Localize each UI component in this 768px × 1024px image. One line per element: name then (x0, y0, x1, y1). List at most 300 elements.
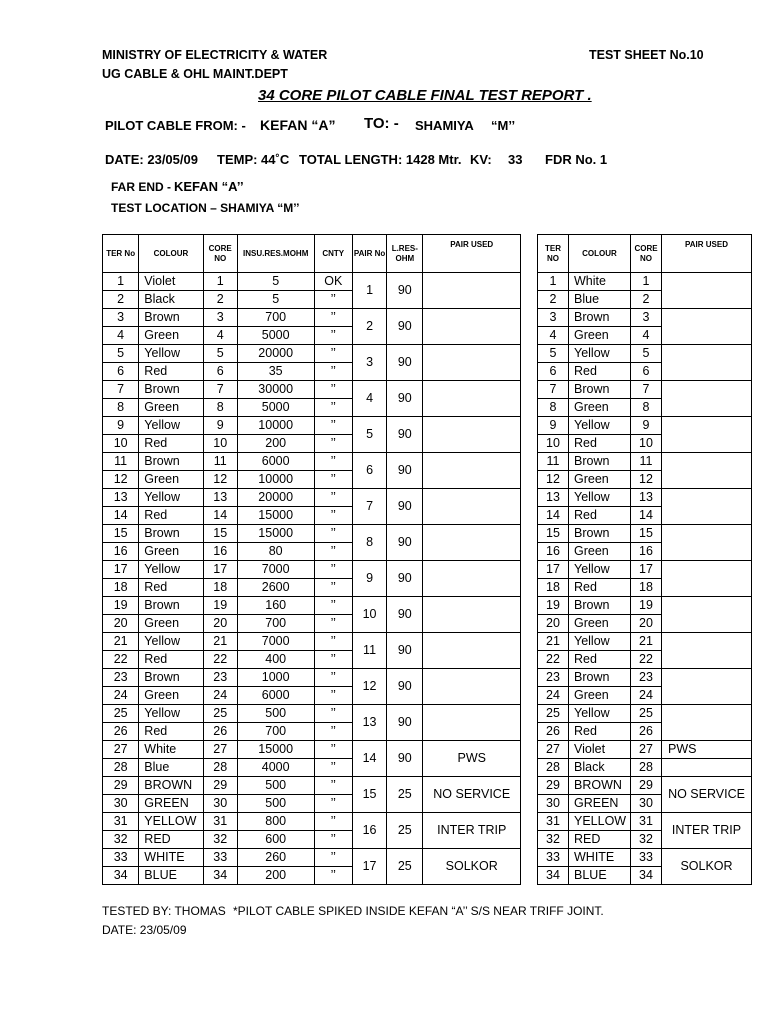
core-no-cell: 32 (631, 831, 662, 849)
continuity-cell: ’’ (314, 309, 352, 327)
colour-cell: Brown (569, 381, 631, 399)
colour-cell: Green (569, 399, 631, 417)
pair-used-cell (662, 669, 752, 705)
ter-no-cell: 2 (538, 291, 569, 309)
cable-to-value: SHAMIYA (415, 118, 474, 133)
loop-resistance-cell: 90 (387, 381, 423, 417)
table-row (103, 417, 521, 435)
right-test-table (537, 234, 752, 885)
core-no-cell: 17 (631, 561, 662, 579)
insulation-resistance-cell: 400 (237, 651, 314, 669)
core-no-cell: 26 (203, 723, 237, 741)
feeder-number: FDR No. 1 (545, 152, 608, 167)
colour-cell: Blue (569, 291, 631, 309)
column-header: CNTY (314, 235, 352, 273)
insulation-resistance-cell: 80 (237, 543, 314, 561)
pair-no-cell: 7 (352, 489, 386, 525)
continuity-cell: ’’ (314, 759, 352, 777)
colour-cell: Brown (569, 669, 631, 687)
core-no-cell: 28 (631, 759, 662, 777)
colour-cell: Red (569, 651, 631, 669)
core-no-cell: 23 (631, 669, 662, 687)
core-no-cell: 21 (631, 633, 662, 651)
core-no-cell: 20 (631, 615, 662, 633)
ter-no-cell: 14 (538, 507, 569, 525)
ter-no-cell: 6 (538, 363, 569, 381)
insulation-resistance-cell: 20000 (237, 345, 314, 363)
pair-no-cell: 15 (352, 777, 386, 813)
ter-no-cell: 19 (538, 597, 569, 615)
pair-used-cell (423, 309, 521, 345)
core-no-cell: 12 (631, 471, 662, 489)
core-no-cell: 15 (203, 525, 237, 543)
ter-no-cell: 8 (103, 399, 139, 417)
insulation-resistance-cell: 800 (237, 813, 314, 831)
column-header: CORE NO (203, 235, 237, 273)
core-no-cell: 11 (631, 453, 662, 471)
colour-cell: Green (569, 543, 631, 561)
continuity-cell: ’’ (314, 381, 352, 399)
ter-no-cell: 22 (103, 651, 139, 669)
colour-cell: Brown (569, 525, 631, 543)
table-row (103, 561, 521, 579)
core-no-cell: 13 (631, 489, 662, 507)
colour-cell: Red (569, 435, 631, 453)
far-end-label: FAR END - (111, 180, 171, 194)
ter-no-cell: 1 (538, 273, 569, 291)
pair-used-cell: INTER TRIP (662, 813, 752, 849)
ter-no-cell: 8 (538, 399, 569, 417)
ter-no-cell: 32 (103, 831, 139, 849)
table-header-row (103, 235, 521, 273)
colour-cell: Red (569, 723, 631, 741)
pair-used-cell: NO SERVICE (662, 777, 752, 813)
ter-no-cell: 18 (538, 579, 569, 597)
pair-used-cell (423, 273, 521, 309)
continuity-cell: ’’ (314, 291, 352, 309)
continuity-cell: ’’ (314, 741, 352, 759)
insulation-resistance-cell: 1000 (237, 669, 314, 687)
loop-resistance-cell: 25 (387, 813, 423, 849)
continuity-cell: ’’ (314, 399, 352, 417)
core-no-cell: 9 (631, 417, 662, 435)
loop-resistance-cell: 90 (387, 417, 423, 453)
colour-cell: Red (569, 363, 631, 381)
column-header: TER No (103, 235, 139, 273)
ter-no-cell: 15 (103, 525, 139, 543)
ter-no-cell: 28 (538, 759, 569, 777)
pair-used-cell (662, 633, 752, 669)
table-row (103, 489, 521, 507)
core-no-cell: 6 (203, 363, 237, 381)
loop-resistance-cell: 90 (387, 597, 423, 633)
cable-to-suffix: “M’’ (491, 118, 516, 133)
colour-cell: Brown (569, 597, 631, 615)
core-no-cell: 4 (631, 327, 662, 345)
ter-no-cell: 34 (538, 867, 569, 885)
table-row (538, 741, 752, 759)
table-row (538, 381, 752, 399)
colour-cell: Violet (569, 741, 631, 759)
insulation-resistance-cell: 6000 (237, 687, 314, 705)
pair-no-cell: 4 (352, 381, 386, 417)
ter-no-cell: 18 (103, 579, 139, 597)
pair-no-cell: 3 (352, 345, 386, 381)
colour-cell: Violet (139, 273, 203, 291)
core-no-cell: 16 (631, 543, 662, 561)
continuity-cell: ’’ (314, 867, 352, 885)
kv-label: KV: (470, 152, 492, 167)
colour-cell: Yellow (569, 561, 631, 579)
continuity-cell: ’’ (314, 453, 352, 471)
continuity-cell: ’’ (314, 795, 352, 813)
continuity-cell: OK (314, 273, 352, 291)
continuity-cell: ’’ (314, 507, 352, 525)
ter-no-cell: 23 (103, 669, 139, 687)
pair-no-cell: 16 (352, 813, 386, 849)
insulation-resistance-cell: 160 (237, 597, 314, 615)
ministry-name: MINISTRY OF ELECTRICITY & WATER (102, 48, 328, 62)
table-row (538, 759, 752, 777)
table-row (538, 489, 752, 507)
core-no-cell: 18 (203, 579, 237, 597)
insulation-resistance-cell: 5 (237, 273, 314, 291)
kv-value: 33 (508, 152, 523, 167)
continuity-cell: ’’ (314, 597, 352, 615)
insulation-resistance-cell: 7000 (237, 633, 314, 651)
ter-no-cell: 10 (538, 435, 569, 453)
ter-no-cell: 20 (103, 615, 139, 633)
ter-no-cell: 17 (103, 561, 139, 579)
core-no-cell: 3 (631, 309, 662, 327)
insulation-resistance-cell: 20000 (237, 489, 314, 507)
pair-no-cell: 6 (352, 453, 386, 489)
table-row (538, 345, 752, 363)
insulation-resistance-cell: 500 (237, 705, 314, 723)
loop-resistance-cell: 90 (387, 669, 423, 705)
continuity-cell: ’’ (314, 813, 352, 831)
colour-cell: Yellow (569, 417, 631, 435)
column-header: TER NO (538, 235, 569, 273)
colour-cell: Green (139, 615, 203, 633)
pair-used-cell (423, 453, 521, 489)
core-no-cell: 9 (203, 417, 237, 435)
colour-cell: BROWN (569, 777, 631, 795)
left-test-table (102, 234, 521, 885)
insulation-resistance-cell: 2600 (237, 579, 314, 597)
ter-no-cell: 13 (538, 489, 569, 507)
core-no-cell: 3 (203, 309, 237, 327)
ter-no-cell: 17 (538, 561, 569, 579)
colour-cell: Brown (139, 525, 203, 543)
colour-cell: BLUE (139, 867, 203, 885)
footer-date: DATE: 23/05/09 (102, 923, 187, 937)
ter-no-cell: 25 (538, 705, 569, 723)
ter-no-cell: 5 (103, 345, 139, 363)
core-no-cell: 27 (631, 741, 662, 759)
core-no-cell: 8 (203, 399, 237, 417)
colour-cell: GREEN (569, 795, 631, 813)
core-no-cell: 2 (203, 291, 237, 309)
core-no-cell: 31 (203, 813, 237, 831)
pair-used-cell (662, 273, 752, 309)
ter-no-cell: 19 (103, 597, 139, 615)
pair-used-cell: SOLKOR (662, 849, 752, 885)
column-header: PAIR No (352, 235, 386, 273)
pair-no-cell: 13 (352, 705, 386, 741)
colour-cell: White (569, 273, 631, 291)
core-no-cell: 7 (203, 381, 237, 399)
core-no-cell: 26 (631, 723, 662, 741)
ter-no-cell: 20 (538, 615, 569, 633)
table-row (538, 633, 752, 651)
colour-cell: Black (139, 291, 203, 309)
footer-note: *PILOT CABLE SPIKED INSIDE KEFAN “A’’ S/S NEAR TRIFF JOINT. (233, 904, 604, 918)
core-no-cell: 33 (203, 849, 237, 867)
ter-no-cell: 4 (103, 327, 139, 345)
insulation-resistance-cell: 15000 (237, 741, 314, 759)
insulation-resistance-cell: 10000 (237, 471, 314, 489)
colour-cell: Red (139, 651, 203, 669)
insulation-resistance-cell: 15000 (237, 525, 314, 543)
table-row (538, 777, 752, 795)
loop-resistance-cell: 90 (387, 309, 423, 345)
pair-used-cell (662, 489, 752, 525)
ter-no-cell: 10 (103, 435, 139, 453)
ter-no-cell: 1 (103, 273, 139, 291)
loop-resistance-cell: 25 (387, 849, 423, 885)
core-no-cell: 32 (203, 831, 237, 849)
colour-cell: Green (139, 399, 203, 417)
core-no-cell: 1 (203, 273, 237, 291)
continuity-cell: ’’ (314, 687, 352, 705)
pair-used-cell: PWS (423, 741, 521, 777)
core-no-cell: 20 (203, 615, 237, 633)
ter-no-cell: 21 (538, 633, 569, 651)
core-no-cell: 22 (631, 651, 662, 669)
table-row (538, 813, 752, 831)
pair-used-cell (423, 633, 521, 669)
core-no-cell: 31 (631, 813, 662, 831)
colour-cell: White (139, 741, 203, 759)
loop-resistance-cell: 90 (387, 453, 423, 489)
insulation-resistance-cell: 4000 (237, 759, 314, 777)
pair-no-cell: 17 (352, 849, 386, 885)
colour-cell: Black (569, 759, 631, 777)
colour-cell: YELLOW (139, 813, 203, 831)
ter-no-cell: 3 (103, 309, 139, 327)
ter-no-cell: 11 (103, 453, 139, 471)
insulation-resistance-cell: 500 (237, 777, 314, 795)
pair-used-cell: NO SERVICE (423, 777, 521, 813)
core-no-cell: 12 (203, 471, 237, 489)
pair-used-cell (423, 417, 521, 453)
table-row (103, 813, 521, 831)
core-no-cell: 19 (203, 597, 237, 615)
pair-used-cell: SOLKOR (423, 849, 521, 885)
continuity-cell: ’’ (314, 777, 352, 795)
core-no-cell: 29 (203, 777, 237, 795)
table-row (538, 705, 752, 723)
pair-used-cell (662, 417, 752, 453)
ter-no-cell: 23 (538, 669, 569, 687)
continuity-cell: ’’ (314, 849, 352, 867)
pair-no-cell: 11 (352, 633, 386, 669)
continuity-cell: ’’ (314, 327, 352, 345)
cable-from-value: KEFAN “A” (260, 117, 336, 133)
core-no-cell: 24 (203, 687, 237, 705)
test-temperature: TEMP: 44˚C (217, 152, 290, 167)
report-title: 34 CORE PILOT CABLE FINAL TEST REPORT . (258, 87, 592, 104)
colour-cell: Yellow (139, 417, 203, 435)
table-row (103, 309, 521, 327)
far-end-value: KEFAN “A’’ (174, 179, 244, 194)
pair-no-cell: 5 (352, 417, 386, 453)
table-row (103, 777, 521, 795)
continuity-cell: ’’ (314, 615, 352, 633)
colour-cell: YELLOW (569, 813, 631, 831)
ter-no-cell: 31 (538, 813, 569, 831)
colour-cell: Yellow (139, 561, 203, 579)
pair-used-cell (423, 381, 521, 417)
table-row (103, 525, 521, 543)
ter-no-cell: 28 (103, 759, 139, 777)
pair-no-cell: 10 (352, 597, 386, 633)
colour-cell: Yellow (569, 489, 631, 507)
ter-no-cell: 22 (538, 651, 569, 669)
colour-cell: GREEN (139, 795, 203, 813)
loop-resistance-cell: 90 (387, 345, 423, 381)
insulation-resistance-cell: 700 (237, 615, 314, 633)
colour-cell: Red (569, 579, 631, 597)
column-header: PAIR USED (662, 235, 752, 273)
continuity-cell: ’’ (314, 489, 352, 507)
core-no-cell: 10 (631, 435, 662, 453)
continuity-cell: ’’ (314, 561, 352, 579)
ter-no-cell: 7 (538, 381, 569, 399)
ter-no-cell: 5 (538, 345, 569, 363)
core-no-cell: 16 (203, 543, 237, 561)
insulation-resistance-cell: 6000 (237, 453, 314, 471)
pair-used-cell (423, 489, 521, 525)
ter-no-cell: 30 (103, 795, 139, 813)
continuity-cell: ’’ (314, 705, 352, 723)
colour-cell: Green (139, 471, 203, 489)
ter-no-cell: 29 (538, 777, 569, 795)
core-no-cell: 14 (203, 507, 237, 525)
colour-cell: Brown (139, 309, 203, 327)
table-row (538, 525, 752, 543)
core-no-cell: 30 (631, 795, 662, 813)
pair-no-cell: 2 (352, 309, 386, 345)
ter-no-cell: 31 (103, 813, 139, 831)
table-row (538, 597, 752, 615)
colour-cell: Green (139, 687, 203, 705)
colour-cell: Red (139, 435, 203, 453)
insulation-resistance-cell: 500 (237, 795, 314, 813)
continuity-cell: ’’ (314, 831, 352, 849)
cable-to-label: TO: - (364, 115, 399, 132)
core-no-cell: 2 (631, 291, 662, 309)
test-sheet-number: TEST SHEET No.10 (589, 48, 704, 62)
pair-used-cell (423, 705, 521, 741)
pair-used-cell: INTER TRIP (423, 813, 521, 849)
pair-used-cell (423, 525, 521, 561)
table-row (103, 849, 521, 867)
core-no-cell: 30 (203, 795, 237, 813)
ter-no-cell: 16 (103, 543, 139, 561)
table-row (103, 381, 521, 399)
table-row (538, 417, 752, 435)
core-no-cell: 25 (631, 705, 662, 723)
table-row (538, 561, 752, 579)
core-no-cell: 15 (631, 525, 662, 543)
loop-resistance-cell: 90 (387, 489, 423, 525)
core-no-cell: 17 (203, 561, 237, 579)
continuity-cell: ’’ (314, 417, 352, 435)
insulation-resistance-cell: 700 (237, 723, 314, 741)
colour-cell: Red (569, 507, 631, 525)
ter-no-cell: 32 (538, 831, 569, 849)
pair-used-cell (423, 561, 521, 597)
insulation-resistance-cell: 10000 (237, 417, 314, 435)
table-header-row (538, 235, 752, 273)
core-no-cell: 7 (631, 381, 662, 399)
insulation-resistance-cell: 15000 (237, 507, 314, 525)
core-no-cell: 24 (631, 687, 662, 705)
pair-used-cell (662, 561, 752, 597)
colour-cell: RED (139, 831, 203, 849)
pair-no-cell: 9 (352, 561, 386, 597)
colour-cell: WHITE (139, 849, 203, 867)
ter-no-cell: 9 (103, 417, 139, 435)
test-date: DATE: 23/05/09 (105, 152, 198, 167)
ter-no-cell: 3 (538, 309, 569, 327)
continuity-cell: ’’ (314, 669, 352, 687)
column-header: COLOUR (139, 235, 203, 273)
loop-resistance-cell: 90 (387, 525, 423, 561)
core-no-cell: 13 (203, 489, 237, 507)
colour-cell: Brown (569, 453, 631, 471)
colour-cell: Red (139, 579, 203, 597)
colour-cell: Green (139, 327, 203, 345)
loop-resistance-cell: 90 (387, 273, 423, 309)
table-row (103, 453, 521, 471)
core-no-cell: 1 (631, 273, 662, 291)
colour-cell: Brown (139, 669, 203, 687)
column-header: COLOUR (569, 235, 631, 273)
table-row (103, 597, 521, 615)
colour-cell: Yellow (569, 705, 631, 723)
core-no-cell: 34 (203, 867, 237, 885)
core-no-cell: 21 (203, 633, 237, 651)
pair-used-cell (662, 453, 752, 489)
ter-no-cell: 33 (103, 849, 139, 867)
pair-no-cell: 1 (352, 273, 386, 309)
table-row (538, 669, 752, 687)
ter-no-cell: 34 (103, 867, 139, 885)
colour-cell: Brown (139, 453, 203, 471)
continuity-cell: ’’ (314, 471, 352, 489)
core-no-cell: 25 (203, 705, 237, 723)
ter-no-cell: 27 (103, 741, 139, 759)
continuity-cell: ’’ (314, 633, 352, 651)
colour-cell: Red (139, 723, 203, 741)
core-no-cell: 5 (631, 345, 662, 363)
pair-used-cell (423, 669, 521, 705)
ter-no-cell: 11 (538, 453, 569, 471)
pair-no-cell: 8 (352, 525, 386, 561)
